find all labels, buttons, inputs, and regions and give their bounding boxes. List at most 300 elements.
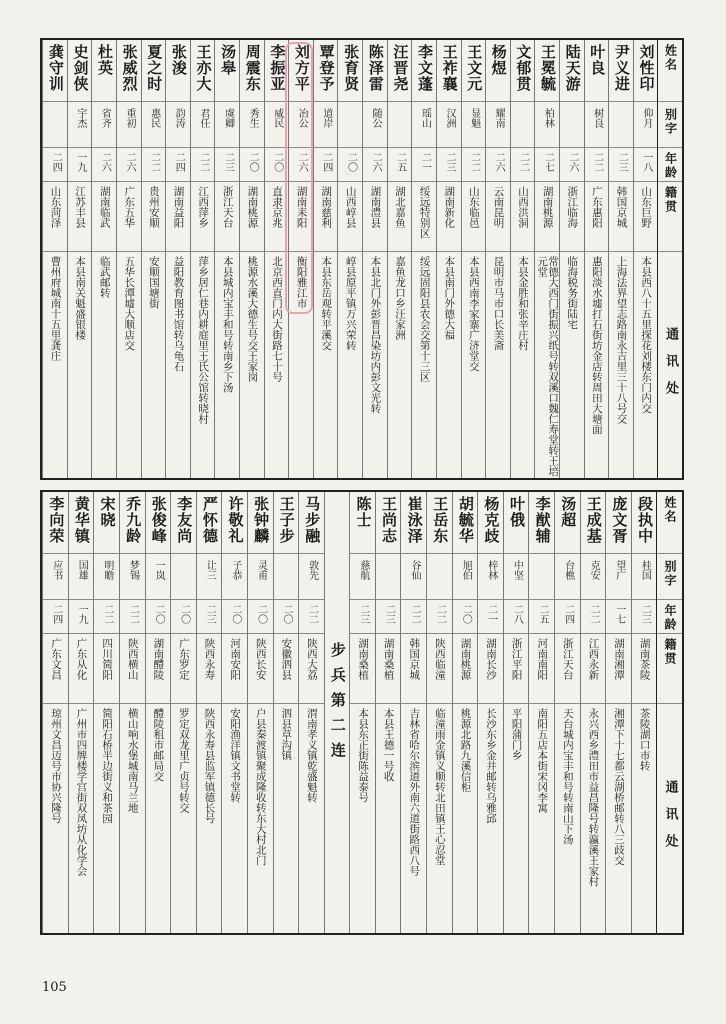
person-age-text: 一九 — [74, 152, 86, 172]
person-name — [274, 492, 299, 554]
person-address — [478, 704, 503, 933]
person-age-text: 二二 — [517, 152, 529, 172]
person-native-text: 湖南桃源 — [246, 186, 259, 228]
person-native-text: 陕西临潼 — [433, 638, 446, 680]
person-address — [486, 252, 510, 478]
person-address-text: 广州市四牌楼学宫街双凤坊从化学会 — [75, 708, 88, 876]
person-native-text: 山东巨野 — [640, 186, 653, 228]
person-age — [555, 600, 580, 634]
person-native — [412, 182, 436, 252]
person-alias — [462, 102, 486, 148]
person-address — [69, 704, 94, 933]
person-address-text: 吉林省哈尔滨道外南六道街路西八号 — [408, 708, 421, 876]
person-native — [437, 182, 461, 252]
person-age-text: 二八 — [511, 604, 523, 624]
header-native-text: 籍贯 — [663, 186, 678, 214]
person-age-text: 二二 — [127, 604, 139, 624]
person-age — [69, 600, 94, 634]
person-age-text: 二六 — [567, 152, 578, 172]
person-name-text: 王祚襄 — [440, 44, 459, 92]
person-age — [462, 148, 486, 182]
person-alias — [222, 554, 247, 600]
person-age — [388, 148, 412, 182]
person-name — [585, 40, 609, 102]
person-age-text: 二〇 — [255, 604, 267, 624]
person-alias — [248, 554, 273, 600]
person-age — [197, 600, 222, 634]
person-column — [214, 40, 239, 478]
person-address — [529, 704, 554, 933]
person-alias-text: 望广 — [613, 560, 625, 580]
person-alias — [274, 554, 299, 600]
person-alias — [376, 554, 401, 600]
person-name — [166, 40, 190, 102]
person-name-text: 崔泳泽 — [405, 496, 424, 544]
person-column — [559, 40, 584, 478]
person-address-text: 常德大西门街振兴纸号转双溪口魏仁寿堂转王培元堂 — [536, 256, 559, 477]
person-address — [43, 252, 67, 478]
person-column — [554, 492, 580, 933]
person-address-text: 琼州文昌迈号市协兴隆号 — [49, 708, 62, 824]
person-column — [68, 492, 94, 933]
person-alias-text: 树良 — [591, 108, 603, 128]
person-native-text: 安徽泗县 — [280, 638, 293, 680]
person-name — [299, 492, 324, 554]
person-alias — [197, 554, 222, 600]
person-address — [92, 252, 116, 478]
person-native-text: 湖南湘潭 — [613, 638, 626, 680]
person-name — [478, 492, 503, 554]
person-address-text: 惠阳淡水墟打石街坊金店转周田大塘面 — [590, 256, 603, 435]
person-name — [117, 40, 141, 102]
person-native — [299, 634, 324, 704]
person-native-text: 陕西大荔 — [305, 638, 318, 680]
person-native-text: 广东罗定 — [177, 638, 190, 680]
person-native-text: 河南南阳 — [536, 638, 549, 680]
person-address-text: 泗县草沟镇 — [280, 708, 293, 761]
person-address-text: 本县北门外彭晋昌染坊内彭文光转 — [369, 256, 382, 414]
person-name-text: 刘性印 — [637, 44, 656, 92]
person-address-text: 曹州府城南十五里龚庄 — [49, 256, 62, 361]
person-column — [503, 492, 529, 933]
person-age — [606, 600, 631, 634]
person-address — [314, 252, 338, 478]
person-alias — [94, 554, 119, 600]
person-address — [427, 704, 452, 933]
person-column — [145, 492, 171, 933]
person-name-text: 宋晓 — [98, 496, 117, 528]
person-address — [634, 252, 658, 478]
person-alias-text: 梓林 — [485, 560, 497, 580]
person-address-text: 临武邮转 — [98, 256, 111, 298]
person-address-text: 本县南关魁盛银楼 — [74, 256, 87, 340]
person-name-text: 李文蓬 — [415, 44, 434, 92]
person-native — [511, 182, 535, 252]
person-age-text: 二〇 — [247, 152, 259, 172]
person-column — [631, 492, 657, 933]
person-name — [68, 40, 92, 102]
person-alias-text: 汉洲 — [443, 108, 455, 128]
person-alias-text: 仰月 — [640, 108, 652, 128]
person-column — [42, 40, 67, 478]
header-column — [656, 492, 682, 933]
person-age-text: 二〇 — [153, 604, 165, 624]
person-name — [215, 40, 239, 102]
person-address-text: 横山响水堡城南马兰地 — [126, 708, 139, 813]
person-alias-text: 一岚 — [153, 560, 165, 580]
person-age-text: 二六 — [124, 152, 136, 172]
person-age — [376, 600, 401, 634]
person-name-text: 汤皋 — [219, 44, 238, 76]
person-age — [248, 600, 273, 634]
person-name — [92, 40, 116, 102]
person-address-text: 永兴西乡澧田市益昌隆号转瀛溪王家村 — [587, 708, 600, 887]
person-column — [165, 40, 190, 478]
person-native — [120, 634, 145, 704]
person-column — [349, 492, 375, 933]
person-native-text: 湖南桃源 — [459, 638, 472, 680]
person-alias-text: 谷仙 — [409, 560, 421, 580]
person-age-text: 一九 — [76, 604, 88, 624]
person-native-text: 湖南澧县 — [369, 186, 382, 228]
person-native-text: 浙江临海 — [566, 186, 579, 228]
person-native-text: 广东从化 — [75, 638, 88, 680]
person-native-text: 广东五华 — [123, 186, 136, 228]
person-native-text: 广东惠阳 — [590, 186, 603, 228]
person-alias-text: 中坚 — [511, 560, 523, 580]
person-alias — [338, 102, 362, 148]
person-age — [120, 600, 145, 634]
person-native — [634, 182, 658, 252]
person-name — [632, 492, 657, 554]
person-age — [68, 148, 92, 182]
person-name — [504, 492, 529, 554]
person-address-text: 渭南孝义镇乾盛魁转 — [305, 708, 318, 803]
person-address-text: 茶陵湖口市转 — [638, 708, 651, 771]
person-native — [166, 182, 190, 252]
person-alias — [634, 102, 658, 148]
person-age — [486, 148, 510, 182]
person-alias-text: 显魁 — [468, 108, 480, 128]
person-address-text: 衡阳雅江市 — [295, 256, 308, 309]
header-alias-text: 别字 — [663, 560, 677, 588]
person-name-text: 刘方平 — [292, 44, 311, 92]
person-age-text: 二四 — [173, 152, 185, 172]
person-native — [69, 634, 94, 704]
person-alias — [555, 554, 580, 600]
person-name-text: 张威烈 — [120, 44, 139, 92]
person-native — [248, 634, 273, 704]
person-name-text: 陆天游 — [563, 44, 582, 92]
person-alias — [215, 102, 239, 148]
header-native-text: 籍贯 — [663, 638, 677, 666]
person-alias-text: 旭伯 — [460, 560, 472, 580]
person-alias — [69, 554, 94, 600]
person-alias-text: 梦锡 — [127, 560, 139, 580]
person-address — [609, 252, 633, 478]
person-address-text: 本县东正街陈益泰号 — [357, 708, 370, 803]
person-address — [215, 252, 239, 478]
person-name-text: 黄华镇 — [72, 496, 91, 544]
person-alias-text: 威民 — [271, 108, 283, 128]
person-native — [197, 634, 222, 704]
person-age — [94, 600, 119, 634]
person-age-text: 二六 — [296, 152, 308, 172]
person-alias — [437, 102, 461, 148]
person-name-text: 张育贤 — [342, 44, 361, 92]
person-column — [119, 492, 145, 933]
person-native — [478, 634, 503, 704]
header-native — [657, 634, 682, 704]
person-age-text: 二四 — [50, 604, 62, 624]
person-name-text: 陈泽雷 — [366, 44, 385, 92]
person-age — [504, 600, 529, 634]
person-age — [338, 148, 362, 182]
person-alias — [240, 102, 264, 148]
person-native-text: 湖南茶陵 — [638, 638, 651, 680]
person-native — [504, 634, 529, 704]
person-column — [477, 492, 503, 933]
person-name-text: 王尚志 — [380, 496, 399, 544]
person-native — [117, 182, 141, 252]
person-native — [376, 634, 401, 704]
person-alias-text: 灵甫 — [255, 560, 267, 580]
person-age — [478, 600, 503, 634]
person-native — [581, 634, 606, 704]
person-address-text: 醴陵租市邮局交 — [152, 708, 165, 782]
person-address — [43, 704, 68, 933]
person-name-text: 张浚 — [169, 44, 188, 76]
person-name — [462, 40, 486, 102]
person-name — [222, 492, 247, 554]
person-column — [116, 40, 141, 478]
person-native — [401, 634, 426, 704]
person-address — [555, 704, 580, 933]
person-column — [170, 492, 196, 933]
person-alias-text: 明瞻 — [101, 560, 113, 580]
person-address — [197, 704, 222, 933]
person-address-text: 安顺国塘街 — [147, 256, 160, 309]
header-age-text: 年龄 — [663, 152, 678, 180]
person-address — [606, 704, 631, 933]
header-age-text: 年龄 — [663, 604, 677, 632]
person-native — [68, 182, 92, 252]
person-alias-text: 随公 — [370, 108, 382, 128]
person-name — [535, 40, 559, 102]
person-name-text: 马步融 — [303, 496, 322, 544]
person-age-text: 二四 — [50, 152, 62, 172]
person-alias — [171, 554, 196, 600]
person-name-text: 汪晋尧 — [391, 44, 410, 92]
person-native — [94, 634, 119, 704]
person-age-text: 二三 — [222, 152, 234, 172]
person-name-text: 杨煜 — [489, 44, 508, 76]
person-address-text: 本县金胜和张辛庄村 — [517, 256, 530, 351]
person-age — [142, 148, 166, 182]
person-native-text: 湖南临武 — [98, 186, 111, 228]
person-alias-text: 国雄 — [76, 560, 88, 580]
person-name-text: 陈士 — [354, 496, 373, 528]
person-age — [427, 600, 452, 634]
person-column — [93, 492, 119, 933]
person-alias — [412, 102, 436, 148]
person-alias — [43, 102, 67, 148]
person-native-text: 陕西永寿 — [203, 638, 216, 680]
person-name — [453, 492, 478, 554]
person-address — [222, 704, 247, 933]
person-column — [387, 40, 412, 478]
person-column — [298, 492, 324, 933]
person-alias — [43, 554, 68, 600]
person-native — [43, 182, 67, 252]
person-native — [486, 182, 510, 252]
person-native-text: 绥远特别区 — [418, 186, 431, 239]
person-name-text: 胡毓华 — [456, 496, 475, 544]
person-name-text: 庞文胥 — [610, 496, 629, 544]
person-native-text: 湖南桑植 — [382, 638, 395, 680]
person-alias — [166, 102, 190, 148]
person-name — [314, 40, 338, 102]
person-name-text: 周震东 — [243, 44, 262, 92]
person-name — [560, 40, 584, 102]
person-name — [401, 492, 426, 554]
page-number: 105 — [42, 980, 67, 995]
person-native — [388, 182, 412, 252]
person-alias-text: 瑶山 — [419, 108, 431, 128]
person-address-text: 本县西八十五里探花刘楼东门内交 — [640, 256, 653, 414]
person-name-text: 王岳东 — [431, 496, 450, 544]
person-column — [190, 40, 215, 478]
person-age — [363, 148, 387, 182]
person-alias — [401, 554, 426, 600]
person-name-text: 李向荣 — [47, 496, 66, 544]
person-native-text: 山东菏泽 — [49, 186, 62, 228]
person-age-text: 二二 — [306, 604, 318, 624]
person-column — [534, 40, 559, 478]
person-address-text: 五华长潭墟大顺店交 — [123, 256, 136, 351]
person-column — [528, 492, 554, 933]
person-age-text: 二一 — [419, 152, 431, 172]
roster-table-2 — [40, 490, 684, 935]
person-name-text: 许敬礼 — [226, 496, 245, 544]
person-column — [452, 492, 478, 933]
person-alias-text: 虞卿 — [222, 108, 234, 128]
person-address-text: 昆明市马市口长美斋 — [492, 256, 505, 351]
person-age-text: 二〇 — [281, 604, 293, 624]
person-name-text: 杨克歧 — [482, 496, 501, 544]
person-name — [581, 492, 606, 554]
roster-table-1 — [40, 38, 684, 480]
person-alias-text: 台樵 — [562, 560, 574, 580]
person-alias — [299, 554, 324, 600]
highlight-box — [285, 42, 313, 314]
person-native-text: 韩国京城 — [408, 638, 421, 680]
person-alias-text: 柏林 — [542, 108, 554, 128]
person-age — [171, 600, 196, 634]
person-name-text: 杜英 — [96, 44, 115, 76]
person-address-text: 崞县原平镇万兴荣转 — [344, 256, 357, 351]
person-name-text: 乔九龄 — [124, 496, 143, 544]
person-alias-text: 子恭 — [229, 560, 241, 580]
person-age-text: 二〇 — [345, 152, 357, 172]
person-column — [436, 40, 461, 478]
person-name — [142, 40, 166, 102]
person-native-text: 四川简阳 — [101, 638, 114, 680]
person-name-text: 王亦大 — [194, 44, 213, 92]
person-native-text: 江西萍乡 — [197, 186, 210, 228]
person-native — [427, 634, 452, 704]
person-age-text: 二二 — [148, 152, 160, 172]
person-address-text: 陕西永寿县监军镇德长号 — [203, 708, 216, 824]
person-name-text: 王冕毓 — [539, 44, 558, 92]
person-native-text: 湖南慈利 — [320, 186, 333, 228]
person-alias-text: 应书 — [50, 560, 62, 580]
person-age — [43, 600, 68, 634]
person-name-text: 尹义进 — [612, 44, 631, 92]
person-column — [426, 492, 452, 933]
person-name-text: 叶俄 — [508, 496, 527, 528]
person-alias-text: 重初 — [124, 108, 136, 128]
person-age-text: 二四 — [320, 152, 332, 172]
person-address-text: 临潼雨金镇义顺转北田镇王心忍堂 — [433, 708, 446, 866]
person-alias — [453, 554, 478, 600]
person-column — [400, 492, 426, 933]
person-age — [222, 600, 247, 634]
person-address — [401, 704, 426, 933]
person-address — [191, 252, 215, 478]
person-name-text: 夏之时 — [145, 44, 164, 92]
person-age-text: 二〇 — [178, 604, 190, 624]
person-age-text: 一七 — [613, 604, 625, 624]
person-native-text: 江苏丰县 — [74, 186, 87, 228]
person-name — [240, 40, 264, 102]
person-address — [338, 252, 362, 478]
person-address-text: 安阳渔洋镇文书堂转 — [229, 708, 242, 803]
person-age — [401, 600, 426, 634]
person-alias-text: 道岸 — [320, 108, 332, 128]
person-age — [560, 148, 584, 182]
person-name — [606, 492, 631, 554]
person-native-text: 浙江天台 — [221, 186, 234, 228]
person-name — [43, 40, 67, 102]
person-native — [338, 182, 362, 252]
person-native-text: 湖南新化 — [443, 186, 456, 228]
header-name — [657, 492, 682, 554]
person-address — [581, 704, 606, 933]
person-column — [337, 40, 362, 478]
person-alias — [68, 102, 92, 148]
person-age — [634, 148, 658, 182]
person-column — [313, 40, 338, 478]
person-native-text: 直隶京兆 — [270, 186, 283, 228]
person-name-text: 王文元 — [465, 44, 484, 92]
person-native-text: 韩国京城 — [615, 186, 628, 228]
person-alias-text: 耀南 — [493, 108, 505, 128]
person-address — [248, 704, 273, 933]
header-name-text: 姓名 — [663, 44, 678, 72]
person-name — [146, 492, 171, 554]
person-alias — [560, 102, 584, 148]
person-age-text: 二三 — [383, 604, 395, 624]
person-name — [486, 40, 510, 102]
person-native — [529, 634, 554, 704]
person-age-text: 二六 — [99, 152, 111, 172]
person-address — [388, 252, 412, 478]
person-name-text: 龚守训 — [46, 44, 65, 92]
person-address-text: 湘潭下十七都云湖桥邮转八三歧交 — [613, 708, 626, 866]
person-name — [94, 492, 119, 554]
person-alias — [92, 102, 116, 148]
